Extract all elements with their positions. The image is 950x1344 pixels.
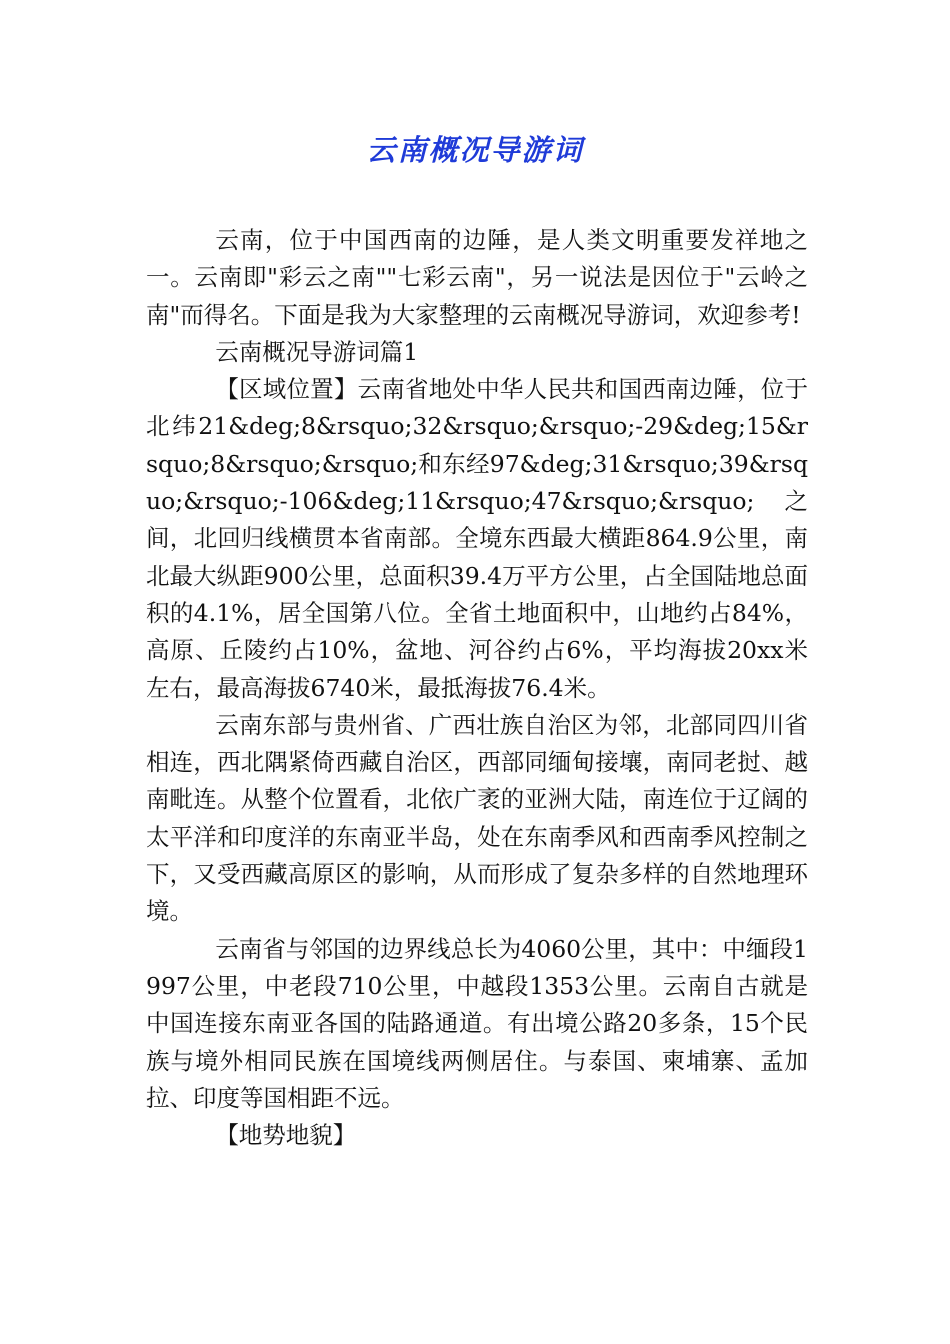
paragraph-region-location: 【区域位置】云南省地处中华人民共和国西南边陲，位于北纬21&deg;8&rsquo;32&rsquo;&rsquo;-29&deg;15&rsquo;8&rsquo;&rsquo;和东经97&deg;31&rsquo;39&rsquo;&rsquo;-106&deg;11&rsquo;47&rsquo;&rsquo;之间，北回归线横贯本省南部。全境东西最大横距864.9公里，南北最大纵距900公里，总面积39.4万平方公里，占全国陆地总面积的4.1%，居全国第八位。全省土地面积中，山地约占84%，高原、丘陵约占10%，盆地、河谷约占6%，平均海拔20xx米左右，最高海拔6740米，最抵海拔76.4米。 — [146, 375, 808, 702]
paragraph-section-heading: 云南概况导游词篇1 — [215, 337, 419, 366]
document-body — [146, 222, 808, 1154]
document-title: 云南概况导游词 — [366, 133, 584, 167]
paragraph-borders: 云南省与邻国的边界线总长为4060公里，其中：中缅段1997公里，中老段710公里，中越段1353公里。云南自古就是中国连接东南亚各国的陆路通道。有出境公路20多条，15个民族与境外相同民族在国境线两侧居住。与泰国、柬埔寨、孟加拉、印度等国相距不远。 — [146, 934, 808, 1112]
paragraph-intro: 云南，位于中国西南的边陲，是人类文明重要发祥地之一。云南即"彩云之南""七彩云南"，另一说法是因位于"云岭之南"而得名。下面是我为大家整理的云南概况导游词，欢迎参考! — [146, 226, 808, 329]
paragraph-neighbors: 云南东部与贵州省、广西壮族自治区为邻，北部同四川省相连，西北隅紧倚西藏自治区，西部同缅甸接壤，南同老挝、越南毗连。从整个位置看，北依广袤的亚洲大陆，南连位于辽阔的太平洋和印度洋的东南亚半岛，处在东南季风和西南季风控制之下，又受西藏高原区的影响，从而形成了复杂多样的自然地理环境。 — [146, 710, 808, 926]
paragraph-terrain-heading: 【地势地貌】 — [215, 1121, 357, 1150]
